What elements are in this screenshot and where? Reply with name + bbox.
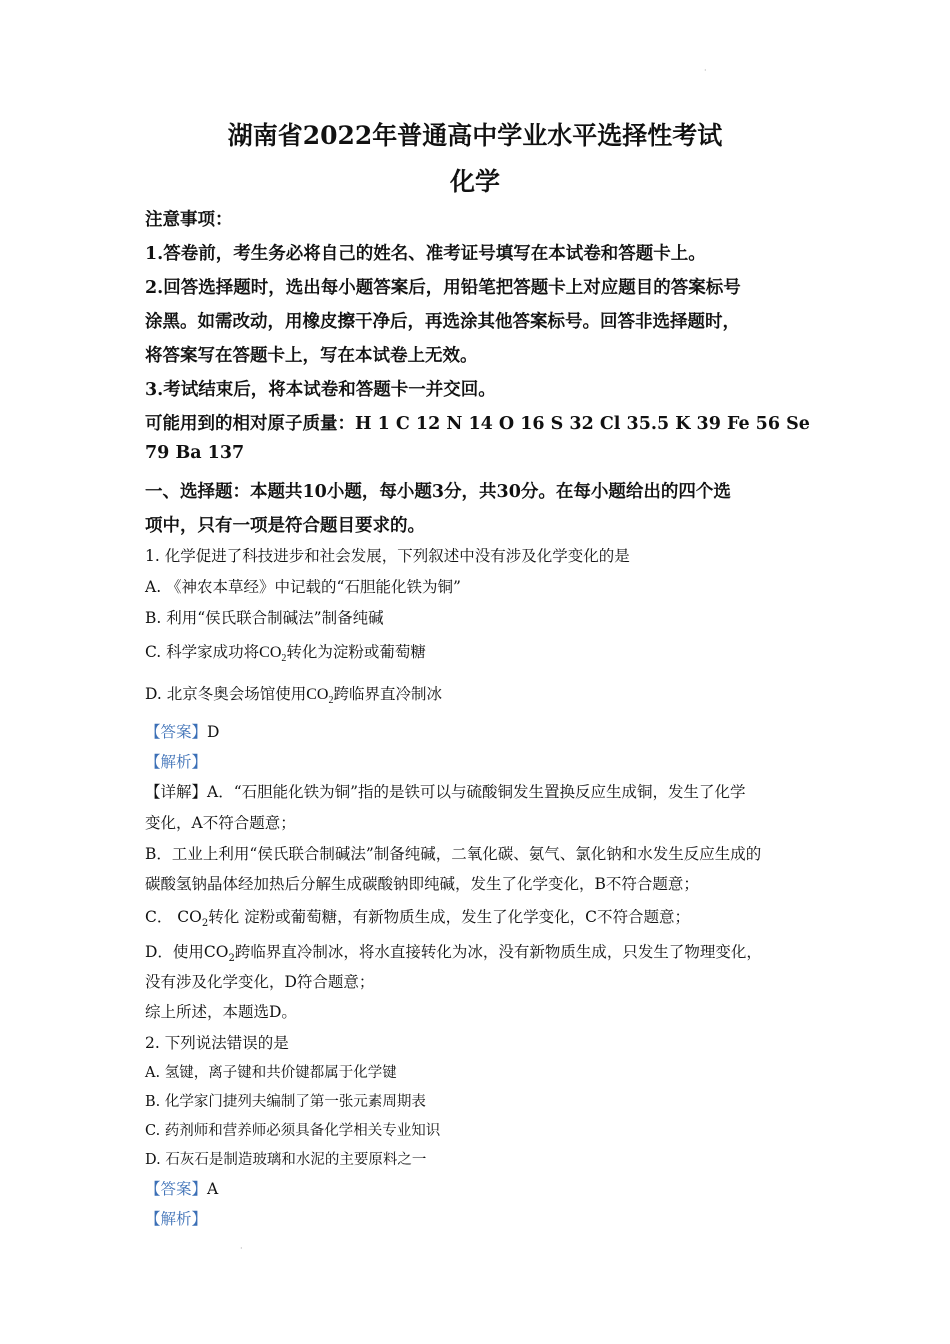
question-stem: 2. 下列说法错误的是 [145,1034,289,1052]
atomic-mass-line: 可能用到的相对原子质量：H 1 C 12 N 14 O 16 S 32 Cl 35.5 K 39 Fe 56 Se [145,414,810,434]
question-stem: 1. 化学促进了科技进步和社会发展，下列叙述中没有涉及化学变化的是 [145,547,630,565]
answer-value: A [207,1180,219,1198]
co2-main: CO [259,644,282,661]
answer-line [145,1177,218,1199]
notice-line: 将答案写在答题卡上，写在本试卷上无效。 [145,346,478,366]
analysis-label: 【解析】 [145,1210,208,1228]
page-dot-mark: · [240,1244,243,1253]
notice-line: 1.答卷前，考生务必将自己的姓名、准考证号填写在本试卷和答题卡上。 [145,244,706,264]
co2-formula [259,644,287,665]
option-b: B. 化学家门捷列夫编制了第一张元素周期表 [145,1094,426,1110]
atomic-mass-line: 79 Ba 137 [145,443,245,463]
option-a: A. 氢键，离子键和共价键都属于化学键 [145,1065,397,1081]
option-d-text: D. 北京冬奥会场馆使用 [145,685,307,703]
explanation-text: 转化 淀粉或葡萄糖，有新物质生成，发生了化学变化，C不符合题意； [208,908,691,926]
notice-line: 2.回答选择题时，选出每小题答案后，用铅笔把答题卡上对应题目的答案标号 [145,278,741,298]
answer-label: 【答案】 [145,1180,208,1198]
section-heading: 项中，只有一项是符合题目要求的。 [145,516,425,536]
notice-line: 涂黑。如需改动，用橡皮擦干净后，再选涂其他答案标号。回答非选择题时， [145,312,740,332]
notice-line: 3.考试结束后，将本试卷和答题卡一并交回。 [145,380,496,400]
detail-label: 【详解】 [145,783,208,801]
answer-line [145,720,219,742]
co2-sub: 2 [228,953,235,965]
explanation-text: D．使用CO [145,943,229,961]
explanation-line: 碳酸氢钠晶体经加热后分解生成碳酸钠即纯碱，发生了化学变化，B不符合题意； [145,875,699,893]
subject-title: 化学 [449,167,500,196]
section-heading: 一、选择题：本题共10小题，每小题3分，共30分。在每小题给出的四个选 [145,482,731,502]
analysis-label: 【解析】 [145,753,208,771]
option-a: A. 《神农本草经》中记载的“石胆能化铁为铜” [145,578,461,596]
answer-label: 【答案】 [145,723,208,741]
explanation-text: C． CO [145,908,202,926]
answer-value: D [207,723,220,741]
option-c: C. 药剂师和营养师必须具备化学相关专业知识 [145,1123,441,1139]
explanation-line [145,940,762,964]
option-c [145,640,426,664]
option-c-text: 转化为淀粉或葡萄糖 [286,643,426,661]
co2-sub: 2 [281,653,287,665]
explanation-text: A．“石胆能化铁为铜”指的是铁可以与硫酸铜发生置换反应生成铜，发生了化学 [207,783,746,801]
explanation-line: 没有涉及化学变化，D符合题意； [145,973,375,991]
option-d: D. 石灰石是制造玻璃和水泥的主要原料之一 [145,1152,427,1168]
co2-sub: 2 [328,695,334,707]
option-d [145,682,442,706]
explanation-line [145,780,746,802]
explanation-line [145,905,690,929]
option-d-text: 跨临界直冷制冰 [333,685,442,703]
co2-sub: 2 [201,918,209,930]
explanation-line: 综上所述，本题选D。 [145,1003,297,1021]
explanation-line: 变化，A不符合题意； [145,814,296,832]
co2-main: CO [306,686,329,703]
page-dot-mark: · [704,66,707,75]
explanation-text: 跨临界直冷制冰，将水直接转化为冰，没有新物质生成，只发生了物理变化， [234,943,762,961]
explanation-line: B．工业上利用“侯氏联合制碱法”制备纯碱，二氧化碳、氨气、氯化钠和水发生反应生成的 [145,845,762,863]
exam-title: 湖南省2022年普通高中学业水平选择性考试 [227,121,723,150]
option-c-text: C. 科学家成功将 [145,643,260,661]
co2-formula [306,686,334,707]
notice-heading: 注意事项： [145,210,233,230]
option-b: B. 利用“侯氏联合制碱法”制备纯碱 [145,609,384,627]
